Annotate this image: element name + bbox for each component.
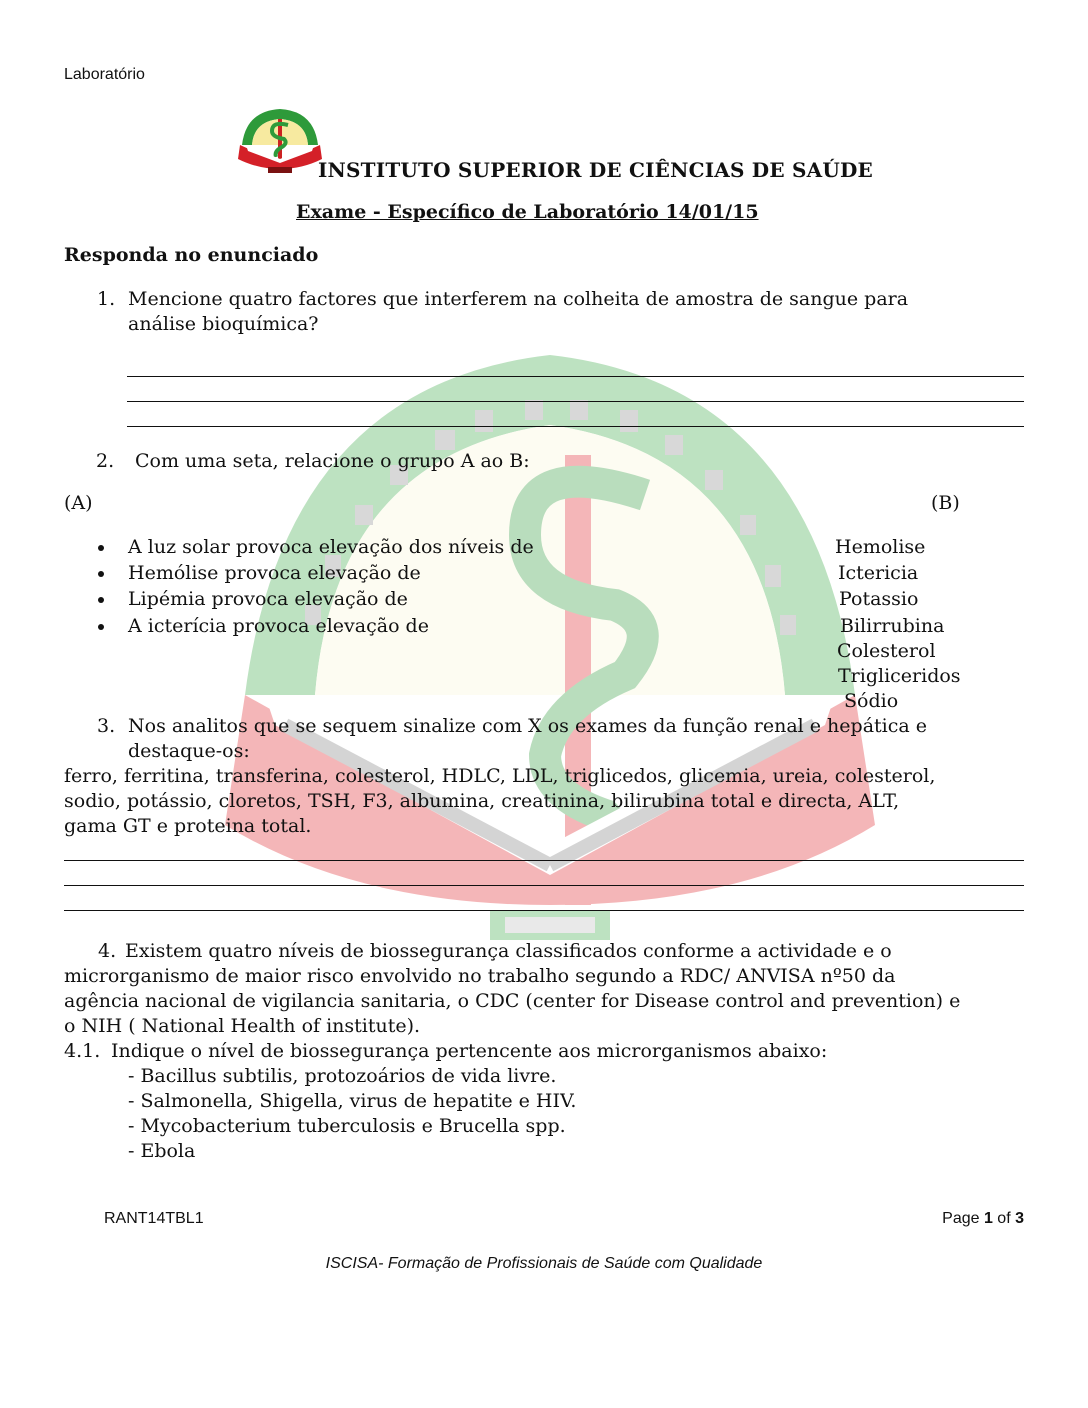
group-b-item: Sódio — [844, 690, 899, 712]
group-b-item: Potassio — [839, 588, 919, 610]
microorganism-item: - Ebola — [128, 1140, 196, 1162]
institution-title: INSTITUTO SUPERIOR DE CIÊNCIAS DE SAÚDE — [318, 158, 873, 182]
microorganism-item: - Bacillus subtilis, protozoários de vida livre. — [128, 1065, 557, 1087]
analyte-list: gama GT e proteina total. — [64, 815, 312, 837]
exam-title: Exame - Específico de Laboratório 14/01/15 — [296, 201, 759, 223]
group-a-item: Lipémia provoca elevação de — [128, 588, 408, 610]
answer-line[interactable] — [127, 401, 1024, 402]
page-current: 1 — [983, 1210, 993, 1227]
page-prefix: Page — [942, 1210, 984, 1227]
question-text: Existem quatro níveis de biossegurança classificados conforme a actividade e o — [125, 940, 892, 962]
question-text: Com uma seta, relacione o grupo A ao B: — [135, 450, 530, 472]
answer-line[interactable] — [64, 860, 1024, 861]
group-b-item: Trigliceridos — [838, 665, 961, 687]
group-a-label: (A) — [64, 492, 93, 514]
page-number — [942, 1210, 1024, 1228]
question-text: agência nacional de vigilancia sanitaria, o CDC (center for Disease control and prevention) e — [64, 990, 961, 1012]
question-text: destaque-os: — [128, 740, 250, 762]
page-total: 3 — [1015, 1210, 1024, 1227]
bullet-dot-icon — [98, 624, 104, 630]
analyte-list: sodio, potássio, cloretos, TSH, F3, albumina, creatinina, bilirubina total e directa, ALT, — [64, 790, 900, 812]
analyte-list: ferro, ferritina, transferina, colesterol, HDLC, LDL, triglicedos, glicemia, ureia, colesterol, — [64, 765, 936, 787]
question-text: Mencione quatro factores que interferem na colheita de amostra de sangue para — [128, 288, 909, 310]
running-header: Laboratório — [64, 66, 145, 83]
question-number: 2. — [96, 450, 115, 472]
question-text: Nos analitos que se sequem sinalize com X os exames da função renal e hepática e — [128, 715, 927, 737]
page-of: of — [992, 1210, 1016, 1227]
microorganism-item: - Mycobacterium tuberculosis e Brucella spp. — [128, 1115, 566, 1137]
group-b-item: Ictericia — [838, 562, 919, 584]
bullet-dot-icon — [98, 571, 104, 577]
group-b-item: Colesterol — [837, 640, 936, 662]
group-a-item: A icterícia provoca elevação de — [128, 615, 429, 637]
question-text: o NIH ( National Health of institute). — [64, 1015, 421, 1037]
answer-line[interactable] — [64, 910, 1024, 911]
group-b-item: Hemolise — [835, 536, 926, 558]
question-number: 3. — [97, 715, 116, 737]
group-b-item: Bilirrubina — [840, 615, 945, 637]
sub-question-number: 4.1. — [64, 1040, 101, 1062]
bullet-dot-icon — [98, 545, 104, 551]
sub-question-text: Indique o nível de biossegurança pertencente aos microrganismos abaixo: — [111, 1040, 828, 1062]
group-a-item: Hemólise provoca elevação de — [128, 562, 421, 584]
question-text: análise bioquímica? — [128, 313, 319, 335]
instruction-text: Responda no enunciado — [64, 244, 319, 266]
answer-line[interactable] — [127, 426, 1024, 427]
question-number: 4. — [98, 940, 117, 962]
group-a-item: A luz solar provoca elevação dos níveis de — [128, 536, 534, 558]
caduceus-emblem-watermark-icon — [225, 345, 875, 965]
answer-line[interactable] — [127, 376, 1024, 377]
question-text: microrganismo de maior risco envolvido no trabalho segundo a RDC/ ANVISA nº50 da — [64, 965, 896, 987]
caduceus-book-emblem-icon — [238, 107, 322, 175]
document-code: RANT14TBL1 — [104, 1210, 204, 1227]
microorganism-item: - Salmonella, Shigella, virus de hepatite e HIV. — [128, 1090, 577, 1112]
answer-line[interactable] — [64, 885, 1024, 886]
question-number: 1. — [97, 288, 116, 310]
bullet-dot-icon — [98, 597, 104, 603]
group-b-label: (B) — [931, 492, 960, 514]
footer-tagline: ISCISA- Formação de Profissionais de Saúde com Qualidade — [325, 1255, 763, 1272]
